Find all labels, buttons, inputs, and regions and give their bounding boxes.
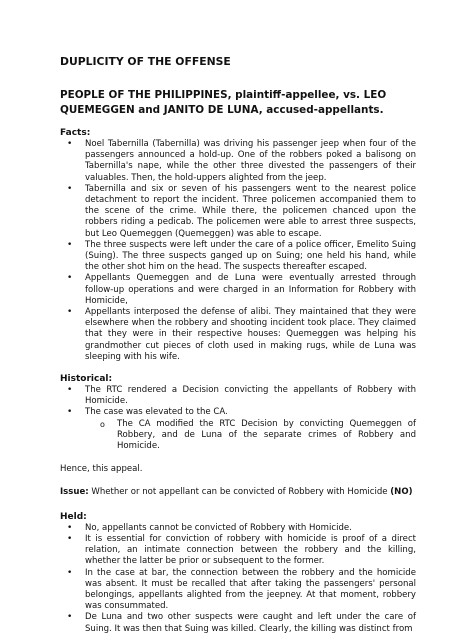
list-item: • No, appellants cannot be convicted of Robbery with Homicide. <box>67 522 352 533</box>
list-item: • The three suspects were left under the care of a police officer, Emelito Suing (Suing). The three suspects ganged up on Suing; one held his hand, while the other shot him on the head. The suspects thereafter escaped. <box>67 239 416 273</box>
facts-list <box>60 139 416 363</box>
list-item: • Noel Tabernilla (Tabernilla) was driving his passenger jeep when four of the passengers announced a hold-up. One of the robbers poked a balisong on Tabernilla's nape, while the other three divested the passengers of their valuables. Then, the hold-uppers alighted from the jeep. <box>67 139 416 183</box>
bullet-icon: • <box>67 612 73 623</box>
historical-list <box>60 385 416 452</box>
list-item: • Appellants interposed the defense of alibi. They maintained that they were elsewhere when the robbery and shooting incident took place. They claimed that they were in their respective houses: Quemeggen was helping his grandmother cut pieces of cloth used in making rugs, while de Luna was sleeping with his wife. <box>67 307 416 362</box>
bullet-icon: • <box>67 533 73 544</box>
facts-label: Facts: <box>60 128 91 138</box>
bullet-icon: • <box>67 307 73 318</box>
list-item: • It is essential for conviction of robbery with homicide is proof of a direct relation, an intimate connection between the robbery and the killing, whether the latter be prior or subsequent to the former. <box>67 533 416 567</box>
bullet-icon: • <box>67 239 73 250</box>
held-label: Held: <box>60 511 87 522</box>
bullet-icon: • <box>67 522 73 533</box>
list-item: • The RTC rendered a Decision convicting the appellants of Robbery with Homicide. <box>67 385 416 407</box>
issue-answer: (NO) <box>390 487 413 498</box>
case-title: PEOPLE OF THE PHILIPPINES, plaintiff-appellee, vs. LEO QUEMEGGEN and JANITO DE LUNA, accused-appellants. <box>60 89 387 116</box>
issue-paragraph <box>60 487 416 498</box>
sub-list-item: o The CA modified the RTC Decision by convicting Quemeggen of Robbery, and de Luna of the separate crimes of Robbery and Homicide. <box>100 418 416 452</box>
circle-bullet-icon: o <box>100 419 105 429</box>
document-title: DUPLICITY OF THE OFFENSE <box>60 55 231 68</box>
list-item: • The case was elevated to the CA. <box>67 407 228 418</box>
list-item: • In the case at bar, the connection between the robbery and the homicide was absent. It must be recalled that after taking the passengers' personal belongings, appellants alighted from the jeepney. At that moment, robbery was consummated. <box>67 567 416 612</box>
list-item: • De Luna and two other suspects were caught and left under the care of Suing. It was then that Suing was killed. Clearly, the killing was distinct from <box>67 612 416 634</box>
issue-text: Whether or not appellant can be convicted of Robbery with Homicide <box>88 487 391 498</box>
bullet-icon: • <box>67 273 73 284</box>
bullet-icon: • <box>67 385 73 396</box>
historical-label: Historical: <box>60 374 113 385</box>
bullet-icon: • <box>67 567 73 578</box>
bullet-icon: • <box>67 139 73 149</box>
list-item: • Appellants Quemeggen and de Luna were eventually arrested through follow-up operations and were charged in an Information for Robbery with Homicide, <box>67 273 416 306</box>
bullet-icon: • <box>67 407 73 418</box>
held-list <box>60 523 416 635</box>
hence-paragraph: Hence, this appeal. <box>60 464 143 475</box>
list-item: • Tabernilla and six or seven of his passengers went to the nearest police detachment to report the incident. Three policemen accompanied them to the scene of the crime. While there, the policemen chanced upon the robbers riding a pedicab. The policemen were able to arrest three suspects, but Leo Quemeggen (Quemeggen) was able to escape. <box>67 183 416 239</box>
bullet-icon: • <box>67 183 73 194</box>
issue-label: Issue: <box>60 487 89 498</box>
